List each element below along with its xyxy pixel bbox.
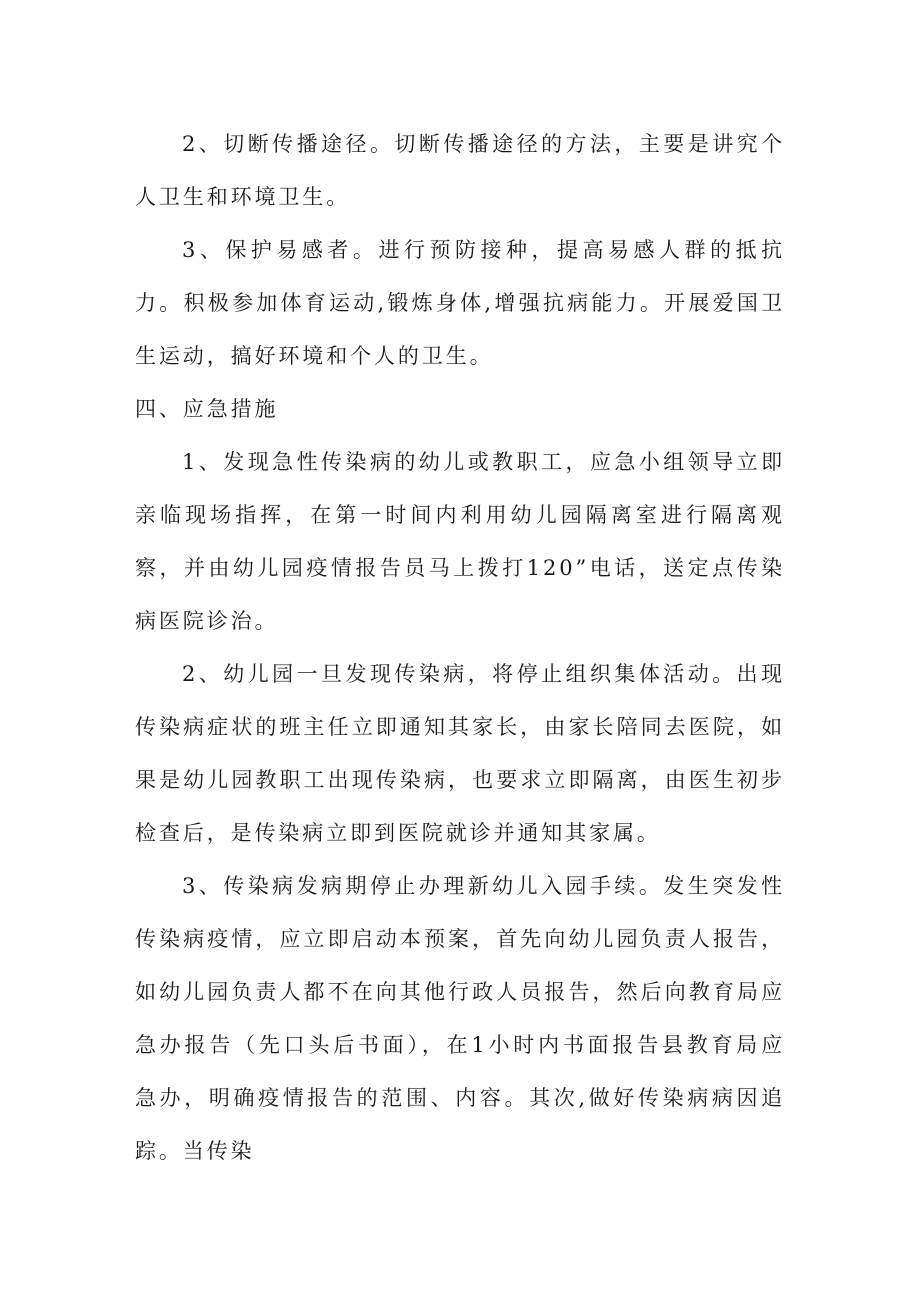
paragraph-emergency-step-3: 3、传染病发病期停止办理新幼儿入园手续。发生突发性传染病疫情，应立即启动本预案，首先向幼儿园负责人报告，如幼儿园负责人都不在向其他行政人员报告，然后向教育局应急办报告（先口头后书面），在1小时内书面报告县教育局应急办，明确疫情报告的范围、内容。其次,做好传染病病因追踪。当传染	[135, 874, 785, 1163]
document-body	[135, 118, 785, 1178]
section-heading-emergency-measures: 四、应急措施	[135, 397, 279, 421]
paragraph-emergency-step-1: 1、发现急性传染病的幼儿或教职工，应急小组领导立即亲临现场指挥，在第一时间内利用幼儿园隔离室进行隔离观察，并由幼儿园疫情报告员马上拨打120”电话，送定点传染病医院诊治。	[135, 450, 785, 633]
paragraph-protect-susceptible: 3、保护易感者。进行预防接种，提高易感人群的抵抗力。积极参加体育运动,锻炼身体,增强抗病能力。开展爱国卫生运动，搞好环境和个人的卫生。	[135, 238, 785, 368]
paragraph-emergency-step-2: 2、幼儿园一旦发现传染病，将停止组织集体活动。出现传染病症状的班主任立即通知其家长，由家长陪同去医院，如果是幼儿园教职工出现传染病，也要求立即隔离，由医生初步检查后，是传染病立即到医院就诊并通知其家属。	[135, 662, 785, 845]
paragraph-cut-transmission: 2、切断传播途径。切断传播途径的方法，主要是讲究个人卫生和环境卫生。	[135, 132, 785, 209]
